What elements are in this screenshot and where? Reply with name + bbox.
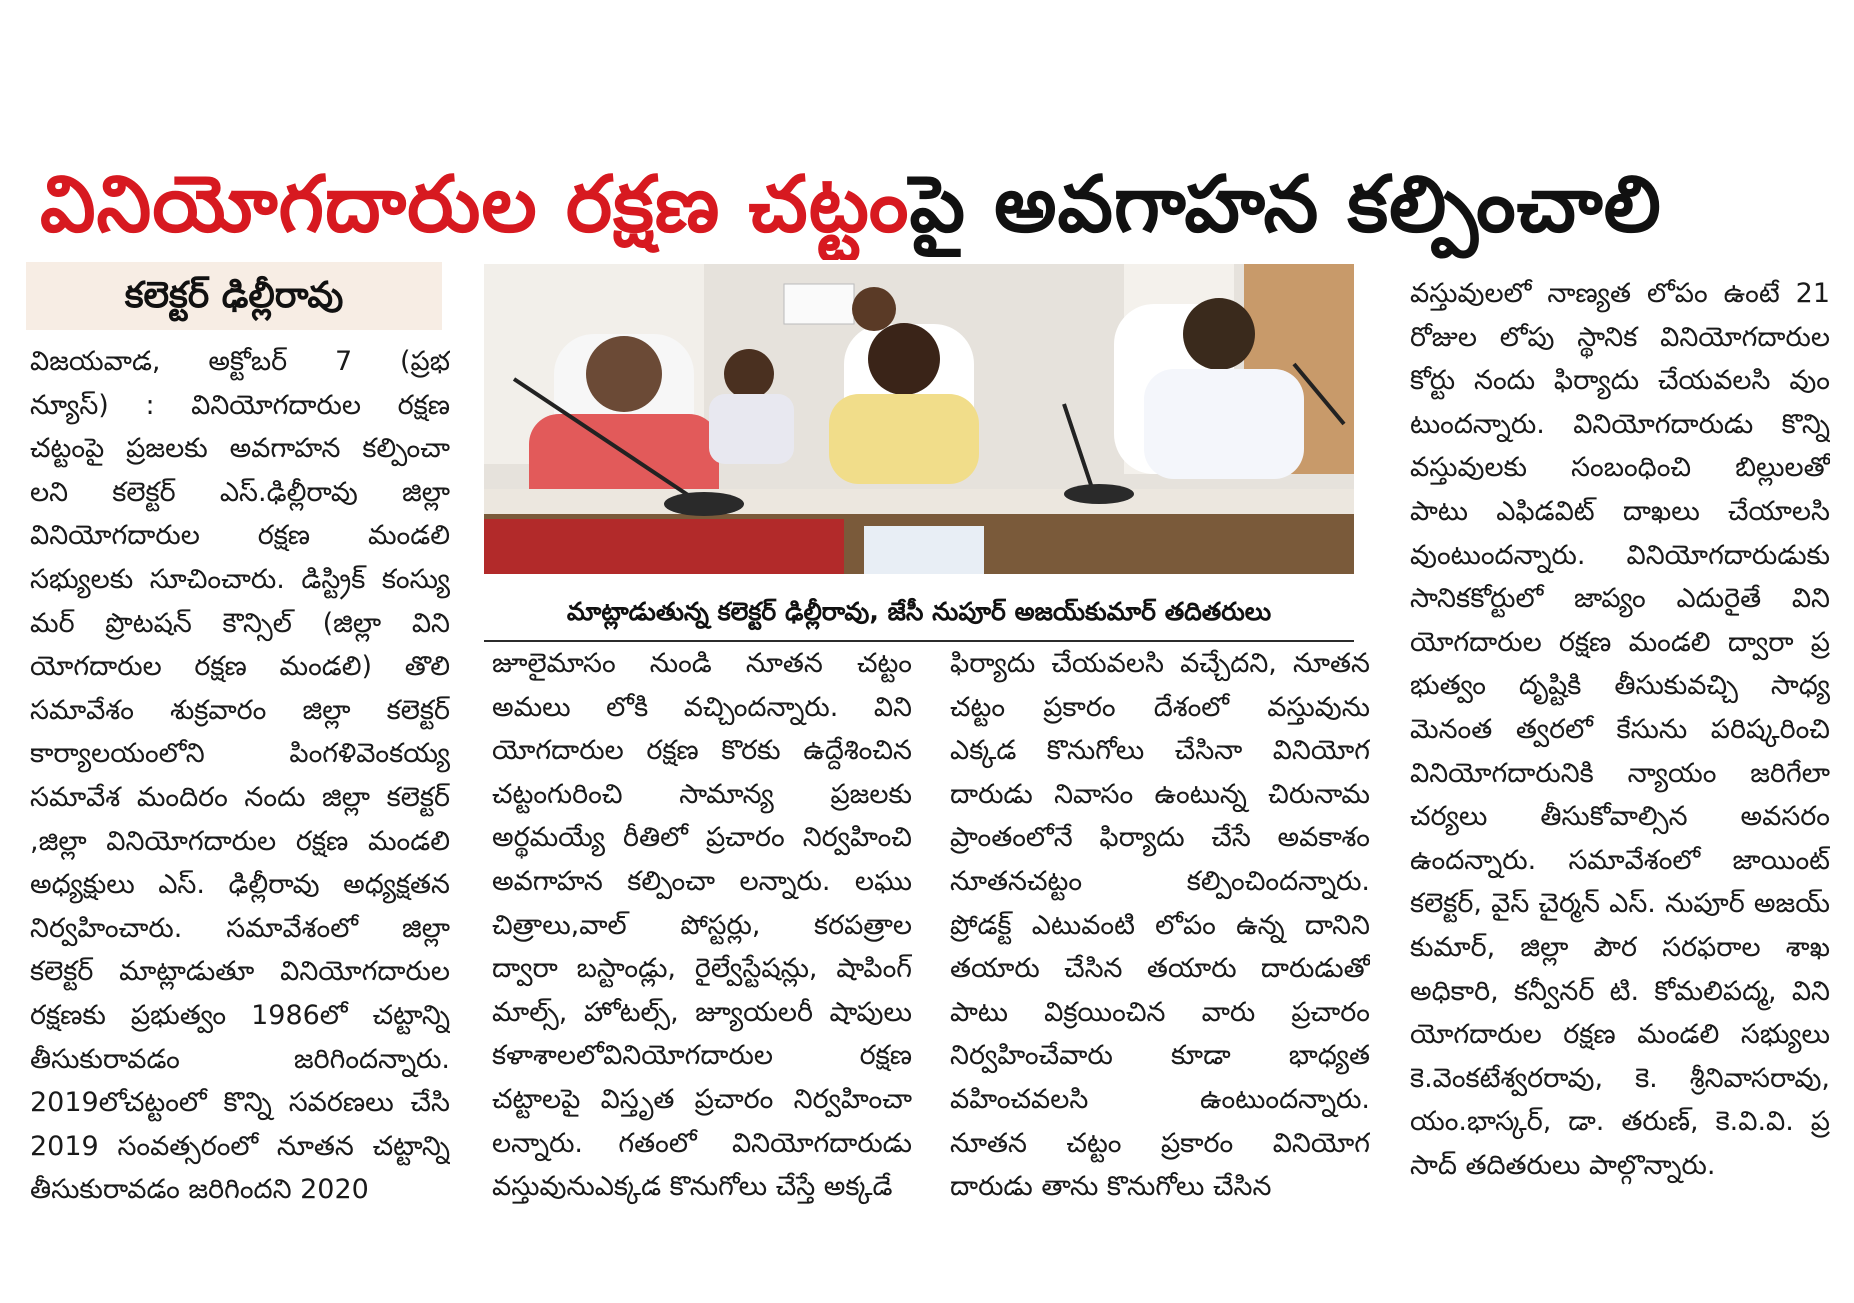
text-line: యోగదారుల రక్షణ మండలి సభ్యులు [1410, 1019, 1830, 1051]
text-line: చట్టంపై ప్రజలకు అవగాహన కల్పించా [30, 433, 450, 465]
text-line: ఎక్కడ కొనుగోలు చేసినా వినియోగ [950, 735, 1370, 767]
article-column-3 [950, 642, 1370, 1209]
text-line: వినియోగదారుల రక్షణ మండలి [30, 520, 450, 552]
kicker-label: కలెక్టర్ ఢిల్లీరావు [26, 262, 442, 330]
text-line: తీసుకురావడం జరిగిందని 2020 [30, 1174, 369, 1206]
text-line: నిర్వహించేవారు కూడా భాధ్యత [950, 1040, 1370, 1072]
text-line: న్యూస్) : వినియోగదారుల రక్షణ [30, 389, 450, 421]
text-line: టుందన్నారు. వినియోగదారుడు కొన్ని [1410, 408, 1830, 440]
headline-black-part: పై అవగాహన కల్పించాలి [909, 160, 1662, 250]
text-line: యోగదారుల రక్షణ మండలి ద్వారా ప్ర [1410, 626, 1830, 658]
text-line: చట్టం ప్రకారం దేశంలో వస్తువును [950, 691, 1370, 723]
text-line: అర్థమయ్యే రీతిలో ప్రచారం నిర్వహించి [492, 822, 912, 854]
text-line: చర్యలు తీసుకోవాల్సిన అవసరం [1410, 801, 1830, 833]
text-line: మాల్స్, హోటల్స్, జ్యూయలరీ షాపులు [492, 996, 912, 1028]
text-line: సమావేశం శుక్రవారం జిల్లా కలెక్టర్ [30, 694, 450, 726]
text-line: కోర్టు నందు ఫిర్యాదు చేయవలసి వుం [1410, 365, 1830, 397]
text-line: లని కలెక్టర్ ఎస్.ఢిల్లీరావు జిల్లా [30, 476, 450, 508]
text-line: కళాశాలలోవినియోగదారుల రక్షణ [492, 1040, 912, 1072]
text-line: కలెక్టర్ మాట్లాడుతూ వినియోగదారుల [30, 956, 450, 988]
text-line: చిత్రాలు,వాల్ పోస్టర్లు, కరపత్రాల [492, 909, 912, 941]
text-line: 2019లోచట్టంలో కొన్ని సవరణలు చేసి [30, 1087, 450, 1119]
text-line: వుంటుందన్నారు. వినియోగదారుడుకు [1410, 539, 1830, 571]
text-line: కె.వెంకటేశ్వరరావు, కె. శ్రీనివాసరావు, [1410, 1062, 1830, 1094]
text-line: మర్ ప్రొటషన్ కౌన్సిల్ (జిల్లా విని [30, 607, 450, 639]
text-line: కలెక్టర్, వైస్ చైర్మన్ ఎస్. నుపూర్ అజయ్ [1410, 888, 1830, 920]
text-line: రక్షణకు ప్రభుత్వం 1986లో చట్టాన్ని [30, 999, 450, 1031]
text-line: యోగదారుల రక్షణ మండలి) తొలి [30, 651, 450, 683]
text-line: నిర్వహించారు. సమావేశంలో జిల్లా [30, 912, 450, 944]
article-column-1 [30, 340, 450, 1212]
text-line: ద్వారా బస్టాండ్లు, రైల్వేస్టేషన్లు, షాపింగ్ [492, 953, 912, 985]
text-line: చట్టంగురించి సామాన్య ప్రజలకు [492, 778, 912, 810]
text-line: అవగాహన కల్పించా లన్నారు. లఘు [492, 865, 912, 897]
text-line: సాద్ తదితరులు పాల్గొన్నారు. [1410, 1149, 1716, 1181]
text-line: అమలు లోకి వచ్చిందన్నారు. విని [492, 691, 912, 723]
headline [40, 150, 1820, 260]
text-line: తీసుకురావడం జరిగిందన్నారు. [30, 1043, 450, 1075]
photo-caption: మాట్లాడుతున్న కలెక్టర్ ఢిల్లీరావు, జేసీ నుపూర్ అజయ్‌కుమార్ తదితరులు [484, 584, 1354, 642]
text-line: తయారు చేసిన తయారు దారుడుతో [950, 953, 1370, 985]
text-line: దారుడు తాను కొనుగోలు చేసిన [950, 1171, 1272, 1203]
text-line: ,జిల్లా వినియోగదారుల రక్షణ మండలి [30, 825, 450, 857]
text-line: చట్టాలపై విస్తృత ప్రచారం నిర్వహించా [492, 1083, 912, 1115]
text-line: ఉందన్నారు. సమావేశంలో జాయింట్ [1410, 844, 1830, 876]
text-line: కార్యాలయంలోని పింగళివెంకయ్య [30, 738, 450, 770]
text-line: నూతన చట్టం ప్రకారం వినియోగ [950, 1127, 1370, 1159]
text-line: భుత్వం దృష్టికి తీసుకువచ్చి సాధ్య [1410, 670, 1830, 702]
text-line: దారుడు నివాసం ఉంటున్న చిరునామ [950, 778, 1370, 810]
text-line: పాటు విక్రయించిన వారు ప్రచారం [950, 996, 1370, 1028]
text-line: నూతనచట్టం కల్పించిందన్నారు. [950, 865, 1370, 897]
text-line: సానికకోర్టులో జాప్యం ఎదురైతే విని [1410, 583, 1830, 615]
text-line: లన్నారు. గతంలో వినియోగదారుడు [492, 1127, 912, 1159]
text-line: యం.భాస్కర్, డా. తరుణ్, కె.వి.వి. ప్ర [1410, 1106, 1830, 1138]
text-line: వినియోగదారునికి న్యాయం జరిగేలా [1410, 757, 1830, 789]
meeting-photo-illustration [484, 264, 1354, 574]
headline-red-part: వినియోగదారుల రక్షణ చట్టం [40, 160, 910, 250]
text-line: ప్రాంతంలోనే ఫిర్యాదు చేసే అవకాశం [950, 822, 1370, 854]
text-line: సభ్యులకు సూచించారు. డిస్ట్రిక్ కంస్యు [30, 563, 450, 595]
text-line: అధికారి, కన్వీనర్ టి. కోమలిపద్మ, విని [1410, 975, 1830, 1007]
text-line: వస్తువులకు సంబంధించి బిల్లులతో [1410, 452, 1830, 484]
text-line: యోగదారుల రక్షణ కొరకు ఉద్దేశించిన [492, 735, 912, 767]
text-line: 2019 సంవత్సరంలో నూతన చట్టాన్ని [30, 1130, 450, 1162]
text-line: రోజుల లోపు స్థానిక వినియోగదారుల [1410, 321, 1830, 353]
text-line: ఫిర్యాదు చేయవలసి వచ్చేదని, నూతన [950, 648, 1370, 679]
text-line: అధ్యక్షులు ఎస్. ఢిల్లీరావు అధ్యక్షతన [30, 869, 450, 901]
text-line: పాటు ఎఫిడవిట్ దాఖలు చేయాలసి [1410, 495, 1830, 527]
text-line: వస్తువునుఎక్కడ కొనుగోలు చేస్తే అక్కడే [492, 1171, 893, 1203]
text-line: వస్తువులలో నాణ్యత లోపం ఉంటే 21 [1410, 278, 1830, 309]
text-line: మెనంత త్వరలో కేసును పరిష్కరించి [1410, 713, 1830, 745]
article-column-4 [1410, 272, 1830, 1187]
text-line: కుమార్, జిల్లా పౌర సరఫరాల శాఖ [1410, 931, 1830, 963]
article-column-2 [492, 642, 912, 1209]
text-line: జూలైమాసం నుండి నూతన చట్టం [492, 648, 912, 679]
text-line: సమావేశ మందిరం నందు జిల్లా కలెక్టర్ [30, 781, 450, 813]
text-line: విజయవాడ, అక్టోబర్ 7 (ప్రభ [30, 346, 450, 377]
text-line: వహించవలసి ఉంటుందన్నారు. [950, 1083, 1370, 1115]
meeting-photo [484, 264, 1354, 574]
text-line: ప్రోడక్ట్ ఎటువంటి లోపం ఉన్న దానిని [950, 909, 1370, 941]
